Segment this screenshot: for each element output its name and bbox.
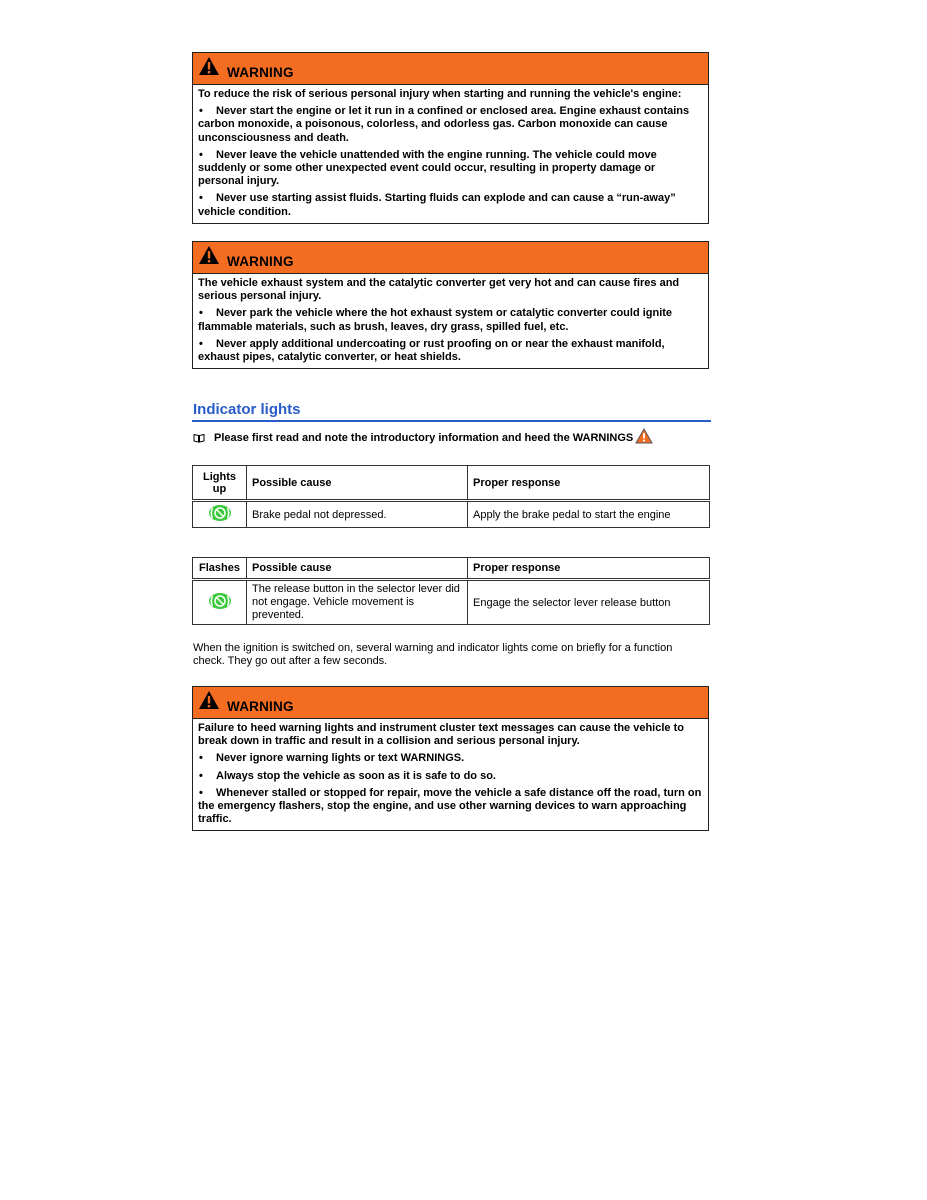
warning-title: WARNING [227, 65, 294, 80]
section-divider [192, 420, 711, 422]
column-header: Flashes [193, 558, 247, 580]
column-header: Proper response [468, 466, 710, 501]
lights-up-table [192, 465, 710, 528]
table-row [193, 580, 710, 625]
book-icon [193, 433, 205, 443]
column-header: Lights up [193, 466, 247, 501]
warning-header [193, 53, 708, 85]
warning-header [193, 242, 708, 274]
column-header: Proper response [468, 558, 710, 580]
indicator-cell [193, 501, 247, 528]
warning-triangle-icon [198, 690, 220, 710]
proper-response-cell: Apply the brake pedal to start the engine [468, 501, 710, 528]
warning-header [193, 687, 708, 719]
warning-bullet: • Never apply additional undercoating or rust proofing on or near the exhaust manifold, exhaust pipes, catalytic converter, or heat shields. [198, 338, 703, 364]
section-title: Indicator lights [193, 401, 301, 418]
possible-cause-cell: Brake pedal not depressed. [247, 501, 468, 528]
warning-box-indicators [192, 686, 709, 831]
table-row [193, 501, 710, 528]
warning-bullet: • Whenever stalled or stopped for repair, move the vehicle a safe distance off the road, turn on the emergency flashers, stop the engine, and use other warning devices to warn approaching traffic. [198, 787, 703, 827]
warning-bullet: • Never start the engine or let it run in a confined or enclosed area. Engine exhaust contains carbon monoxide, a poisonous, colorless, and odorless gas. Carbon monoxide can cause unconsciousness and death. [198, 105, 703, 145]
proper-response-cell: Engage the selector lever release button [468, 580, 710, 625]
warning-body [193, 85, 708, 223]
flashes-table [192, 557, 710, 625]
brake-pedal-indicator-icon [208, 592, 232, 610]
indicator-cell [193, 580, 247, 625]
warning-triangle-icon [198, 56, 220, 76]
warning-intro: To reduce the risk of serious personal injury when starting and running the vehicle's engine: [198, 88, 682, 100]
warning-title: WARNING [227, 699, 294, 714]
warning-bullet: • Never leave the vehicle unattended with the engine running. The vehicle could move suddenly or some other unexpected event could occur, resulting in property damage or personal injury. [198, 149, 703, 189]
warning-title: WARNING [227, 254, 294, 269]
column-header: Possible cause [247, 558, 468, 580]
warning-triangle-icon [198, 245, 220, 265]
warning-body [193, 719, 708, 830]
warning-bullet: • Always stop the vehicle as soon as it is safe to do so. [198, 770, 703, 783]
warning-bullet: • Never use starting assist fluids. Starting fluids can explode and can cause a “run-away” vehicle condition. [198, 192, 703, 218]
warning-triangle-icon [635, 428, 653, 444]
read-first-note [193, 432, 653, 444]
warning-intro: The vehicle exhaust system and the catalytic converter get very hot and can cause fires and serious personal injury. [198, 277, 680, 303]
warning-bullet: • Never park the vehicle where the hot exhaust system or catalytic converter could ignite flammable materials, such as brush, leaves, dry grass, spilled fuel, etc. [198, 307, 703, 333]
read-first-text: Please first read and note the introductory information and heed the WARNINGS [214, 432, 634, 444]
warning-box-exhaust [192, 241, 709, 369]
brake-pedal-indicator-icon [208, 504, 232, 522]
warning-box-engine [192, 52, 709, 224]
warning-body [193, 274, 708, 368]
column-header: Possible cause [247, 466, 468, 501]
possible-cause-cell: The release button in the selector lever did not engage. Vehicle movement is prevented. [247, 580, 468, 625]
warning-bullet: • Never ignore warning lights or text WARNINGS. [198, 752, 703, 765]
function-check-paragraph: When the ignition is switched on, several warning and indicator lights come on briefly for a function check. They go out after a few seconds. [193, 642, 673, 668]
warning-intro: Failure to heed warning lights and instrument cluster text messages can cause the vehicle to break down in traffic and result in a collision and serious personal injury. [198, 722, 684, 748]
